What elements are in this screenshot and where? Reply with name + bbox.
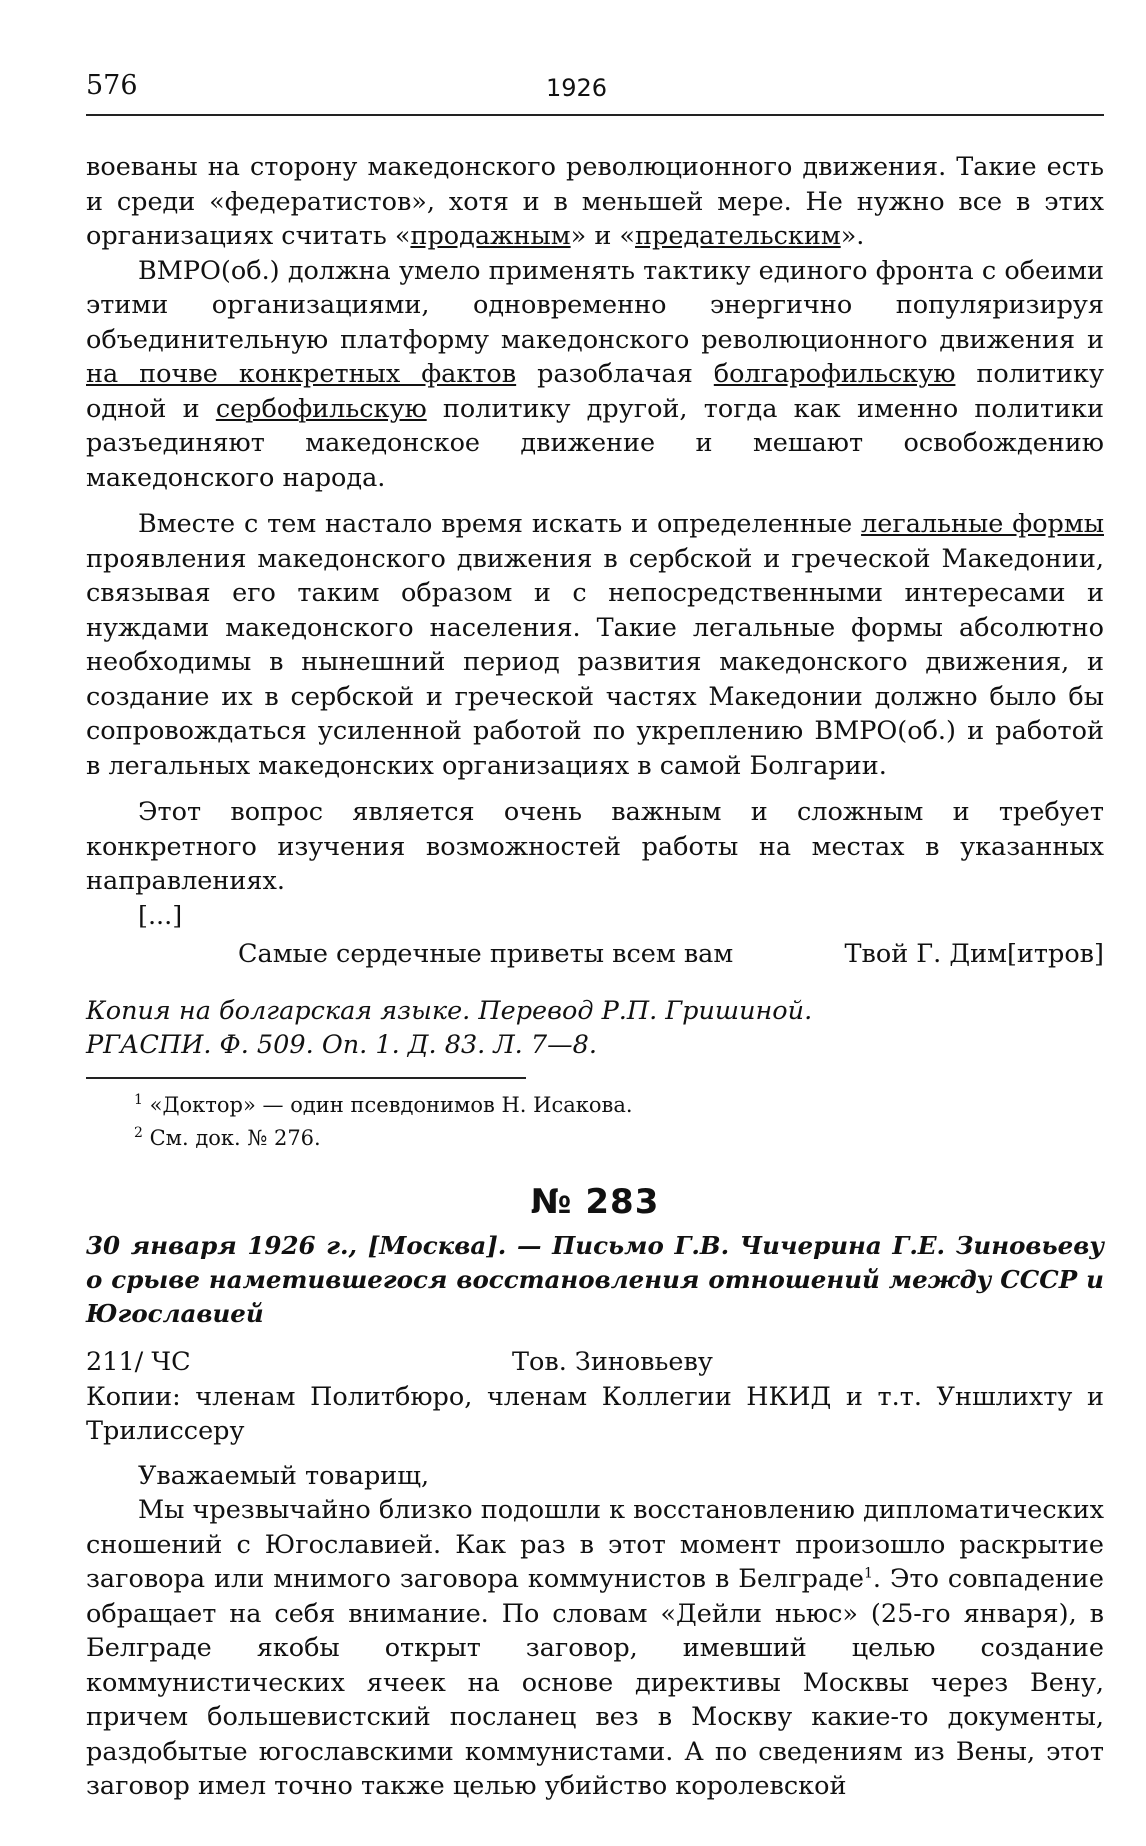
document-title: 30 января 1926 г., [Москва]. — Письмо Г.В. Чичерина Г.Е. Зиновьеву о срыве наметившегося восстановления отношений между СССР и Югославией [86,1231,1104,1328]
signature: Твой Г. Дим[итров] [844,939,1104,969]
copies-line: Копии: членам Политбюро, членам Коллегии НКИД и т.т. Уншлихту и Трилиссеру [86,1381,1104,1446]
address-row [86,1345,1104,1380]
signoff [86,937,1104,972]
footnote-divider [86,1077,526,1079]
paragraph-3: Вместе с тем настало время искать и определенные легальные формы проявления македонского движения в сербской и греческой Македонии, связывая его таким образом и с непосредственными интересами и нуждами македонского населения. Такие легальные формы абсолютно необходимы в нынешний период развития македонского движения, и создание их в сербской и греческой частях Македонии должно было бы сопровождаться усиленной работой по укреплению ВМРО(об.) и работой в легальных македонских организациях в самой Болгарии. [86,509,1104,781]
letter-body: Мы чрезвычайно близко подошли к восстановлению дипломатических сношений с Югославией. Как раз в этот момент произошло раскрытие заговора или мнимого заговора коммунистов в Белграде$^1$. Это совпадение обращает на себя внимание. По словам «Дейли ньюс» (25-го января), в Белграде якобы открыт заговор, имевший целью создание коммунистических ячеек на основе директивы Москвы через Вену, причем большевистский посланец вез в Москву какие-то документы, раздобытые югославскими коммунистами. А по сведениям из Вены, этот заговор имел точно также целью убийство королевской [86,1495,1104,1801]
archive-line-2: РГАСПИ. Ф. 509. Оп. 1. Д. 83. Л. 7—8. [86,1030,597,1060]
closing-greeting: Самые сердечные приветы всем вам [238,939,734,969]
footnote-2: $^2$ См. док. № 276. [134,1124,321,1150]
archive-note [86,994,1104,1063]
archive-line-1: Копия на болгарская языке. Перевод Р.П. Гришиной. [86,995,813,1026]
document-number: № 283 [530,1181,660,1222]
page-body [86,150,1104,1804]
document-code: 211/ ЧС [86,1347,191,1377]
page-number: 576 [86,70,138,101]
ellipsis: [...] [138,900,183,931]
footnote-1: $^1$ «Доктор» — один псевдонимов Н. Исакова. [134,1091,633,1117]
paragraph-2: ВМРО(об.) должна умело применять тактику единого фронта с обеими этими организациями, одновременно энергично популяризируя объединительную платформу македонского революционного движения и на почве конкретных фактов разоблачая болгарофильскую политику одной и сербофильскую политику другой, тогда как именно политики разъединяют македонское движение и мешают освобождению македонского народа. [86,255,1104,493]
running-head-year: 1926 [546,74,608,102]
page-header [86,70,1104,116]
paragraph-1: воеваны на сторону македонского революционного движения. Такие есть и среди «федератистов», хотя и в меньшей мере. Не нужно все в этих организациях считать «продажным» и «предательским». [86,152,1104,251]
addressee: Тов. Зиновьеву [512,1347,713,1377]
paragraph-4: Этот вопрос является очень важным и сложным и требует конкретного изучения возможностей работы на местах в указанных направлениях. [86,797,1104,896]
letter-greeting: Уважаемый товарищ, [138,1460,430,1491]
